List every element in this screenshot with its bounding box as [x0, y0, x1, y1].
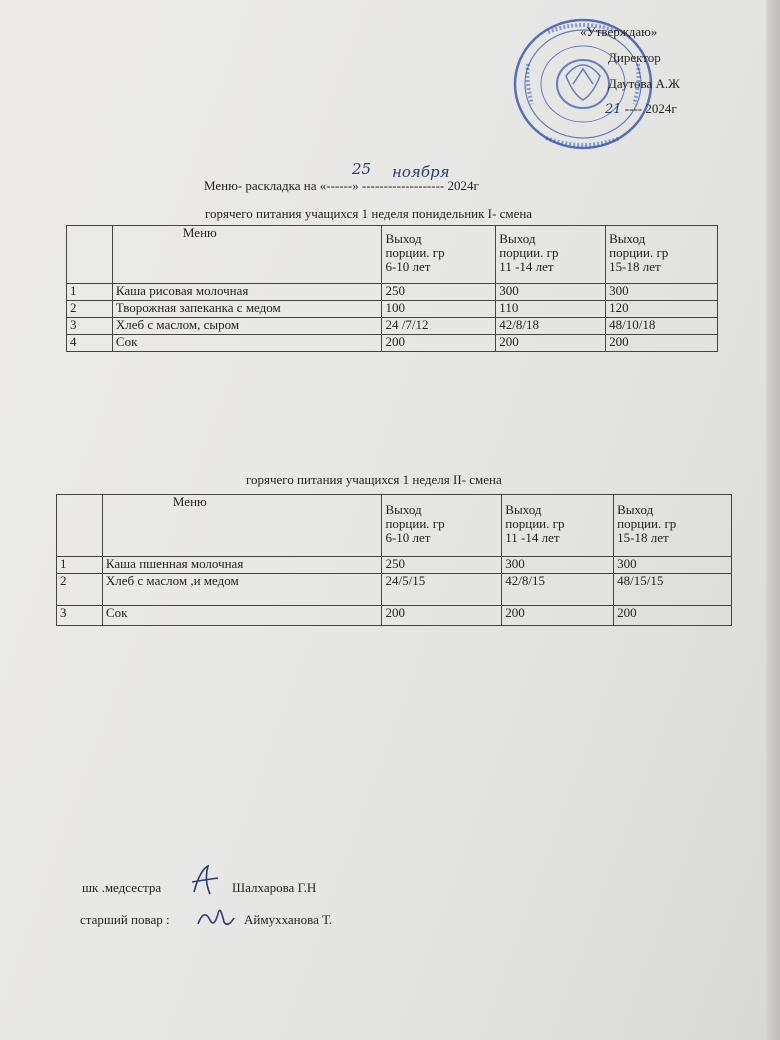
dish-name: Хлеб с маслом ,и медом — [102, 574, 382, 606]
table-row — [67, 284, 718, 301]
cook-signature — [194, 898, 238, 934]
portion-11-14: 200 — [496, 335, 606, 352]
page-edge — [766, 0, 780, 1040]
header-cell-age-15-18: Выход порции. гр 15-18 лет — [606, 226, 718, 284]
dish-name: Каша пшенная молочная — [102, 557, 382, 574]
table-header-row — [67, 226, 718, 284]
portion-15-18: 48/15/15 — [614, 574, 732, 606]
header-cell-menu: Меню — [102, 495, 382, 557]
cook-role: старший повар : — [80, 912, 170, 927]
portion-6-10: 200 — [382, 335, 496, 352]
subtitle-shift-2: горячего питания учащихся 1 неделя II- смена — [246, 472, 502, 487]
portion-6-10: 200 — [382, 606, 502, 626]
director-name: Даутова А.Ж — [608, 76, 680, 91]
header-cell-age-6-10: Выход порции. гр 6-10 лет — [382, 495, 502, 557]
portion-6-10: 24/5/15 — [382, 574, 502, 606]
cook-name: Аймухханова Т. — [244, 912, 333, 927]
dish-name: Каша рисовая молочная — [112, 284, 382, 301]
dish-name: Сок — [102, 606, 382, 626]
director-label: Директор — [608, 50, 661, 65]
dish-name: Хлеб с маслом, сыром — [112, 318, 382, 335]
portion-6-10: 100 — [382, 301, 496, 318]
menu-table-shift-1 — [66, 225, 718, 352]
table-row — [67, 318, 718, 335]
menu-table-shift-2 — [56, 494, 732, 626]
portion-11-14: 300 — [502, 557, 614, 574]
portion-11-14: 42/8/18 — [496, 318, 606, 335]
portion-11-14: 300 — [496, 284, 606, 301]
row-number: 1 — [67, 284, 113, 301]
portion-15-18: 300 — [614, 557, 732, 574]
row-number: 3 — [67, 318, 113, 335]
header-cell-age-11-14: Выход порции. гр 11 -14 лет — [496, 226, 606, 284]
row-number: 2 — [57, 574, 103, 606]
approval-date-handwritten: 21 — [605, 102, 622, 117]
approval-label: «Утверждаю» — [580, 24, 658, 39]
handwritten-day: 25 — [352, 160, 372, 178]
header-cell-empty — [67, 226, 113, 284]
table-row — [57, 557, 732, 574]
row-number: 2 — [67, 301, 113, 318]
row-number: 3 — [57, 606, 103, 626]
row-number: 1 — [57, 557, 103, 574]
portion-15-18: 200 — [614, 606, 732, 626]
page-title: Меню- раскладка на «------» ------------------- 2024г — [204, 178, 479, 193]
nurse-name: Шалхарова Г.Н — [232, 880, 317, 895]
table-row — [67, 335, 718, 352]
portion-6-10: 250 — [382, 284, 496, 301]
table-header-row — [57, 495, 732, 557]
nurse-signature — [186, 860, 226, 900]
table-row — [57, 606, 732, 626]
handwritten-month: ноября — [392, 163, 450, 181]
table-row — [57, 574, 732, 606]
portion-11-14: 110 — [496, 301, 606, 318]
approval-date: 21 ---- 2024г — [605, 101, 677, 117]
dish-name: Сок — [112, 335, 382, 352]
subtitle-shift-1: горячего питания учащихся 1 неделя понидельник I- смена — [205, 206, 533, 221]
table-row — [67, 301, 718, 318]
portion-11-14: 200 — [502, 606, 614, 626]
approval-date-year: 2024г — [645, 101, 677, 116]
nurse-role: шк .медсестра — [82, 880, 162, 895]
portion-6-10: 250 — [382, 557, 502, 574]
portion-6-10: 24 /7/12 — [382, 318, 496, 335]
header-cell-age-11-14: Выход порции. гр 11 -14 лет — [502, 495, 614, 557]
portion-15-18: 300 — [606, 284, 718, 301]
header-cell-empty — [57, 495, 103, 557]
dish-name: Творожная запеканка с медом — [112, 301, 382, 318]
header-cell-age-6-10: Выход порции. гр 6-10 лет — [382, 226, 496, 284]
row-number: 4 — [67, 335, 113, 352]
portion-15-18: 200 — [606, 335, 718, 352]
header-cell-menu: Меню — [112, 226, 382, 284]
portion-15-18: 120 — [606, 301, 718, 318]
portion-15-18: 48/10/18 — [606, 318, 718, 335]
header-cell-age-15-18: Выход порции. гр 15-18 лет — [614, 495, 732, 557]
portion-11-14: 42/8/15 — [502, 574, 614, 606]
